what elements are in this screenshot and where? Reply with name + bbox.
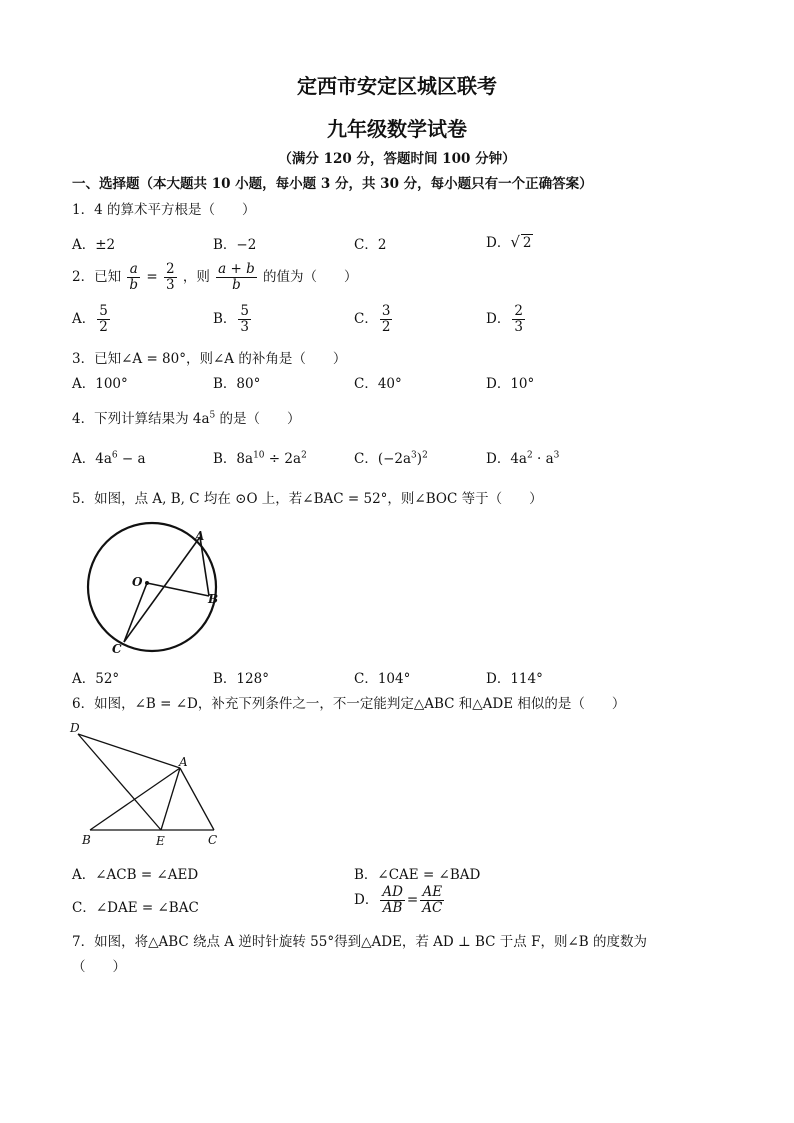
segment-ba (90, 768, 180, 830)
denominator: b (129, 276, 139, 293)
fraction-2-over-3 (164, 262, 177, 293)
question-2-option-a (72, 304, 112, 335)
question-5-option-c: C．104° (354, 671, 411, 687)
option-fraction (512, 304, 525, 335)
question-1-option-c: C．2 (354, 237, 387, 253)
exponent: 2 (526, 450, 533, 461)
exam-title: 定西市安定区城区联考 (297, 74, 497, 98)
fraction-a-plus-b-over-b (216, 262, 257, 293)
segment-ae (161, 768, 180, 830)
question-1-stem: 1．4 的算术平方根是（ ） (72, 202, 256, 218)
question-3-option-a: A．100° (72, 376, 128, 392)
option-label: B． (213, 310, 237, 327)
equals-sign: = (146, 268, 158, 285)
question-2-option-c (354, 304, 394, 335)
label-c: C (208, 833, 218, 847)
section-heading-choice: 一、选择题（本大题共 10 小题，每小题 3 分，共 30 分，每小题只有一个正确答案） (72, 176, 593, 192)
exam-score-time: （满分 120 分，答题时间 100 分钟） (278, 151, 516, 167)
triangle-figure (66, 717, 226, 853)
question-5-option-a: A．52° (72, 671, 120, 687)
numerator: 3 (381, 303, 391, 319)
center-point (145, 581, 149, 585)
question-1-option-d (486, 231, 533, 251)
term: · a (532, 451, 554, 467)
option-fraction (238, 304, 251, 335)
numerator: a (127, 262, 140, 278)
option-label: D． (486, 310, 511, 327)
segment-ac (180, 768, 214, 830)
numerator: a + b (218, 261, 255, 277)
denominator: 2 (99, 318, 108, 335)
question-7-stem: 7．如图，将△ABC 绕点 A 逆时针旋转 55°得到△ADE，若 AD ⊥ BC 于点 F，则∠B 的度数为 (72, 934, 647, 950)
exponent: 6 (111, 450, 118, 461)
numerator: 2 (514, 303, 523, 319)
term: C．(−2a (354, 451, 412, 467)
question-7-answer-bracket: （ ） (72, 959, 126, 975)
sqrt-sign-icon: √ (510, 233, 520, 251)
question-6-option-d (354, 885, 446, 916)
question-2-option-d (486, 304, 527, 335)
label-a: A (195, 529, 205, 543)
q2-prefix: 2．已知 (72, 268, 122, 285)
question-4-stem (72, 407, 301, 427)
exponent: 10 (253, 450, 265, 461)
numerator: 2 (165, 261, 175, 277)
question-6-option-c: C．∠DAE = ∠BAC (72, 900, 199, 916)
segment-oc (124, 583, 147, 642)
label-b: B (82, 833, 91, 847)
term: ÷ 2a (264, 451, 302, 467)
question-6-stem: 6．如图，∠B = ∠D，补充下列条件之一，不一定能判定△ABC 和△ADE 相似的是（ ） (72, 696, 626, 712)
fraction-ae-over-ac (420, 885, 444, 916)
term: − a (117, 451, 146, 467)
denominator: 2 (381, 318, 391, 335)
option-label: A． (72, 310, 96, 327)
q2-suffix: 的值为（ ） (263, 268, 358, 285)
label-b: B (208, 592, 219, 606)
denominator: 3 (240, 318, 250, 335)
circle-figure (72, 520, 232, 660)
fraction-ad-over-ab (380, 885, 405, 916)
question-2-stem (72, 262, 358, 293)
question-3-option-d: D．10° (486, 376, 535, 392)
question-3-stem: 3．已知∠A = 80°，则∠A 的补角是（ ） (72, 351, 347, 367)
question-5-stem: 5．如图，点 A, B, C 均在 ⊙O 上，若∠BAC = 52°，则∠BOC 等于（ ） (72, 491, 543, 507)
term: B．8a (213, 451, 254, 467)
label-e: E (156, 834, 165, 848)
segment-ac (124, 537, 200, 642)
option-d-label: D． (486, 235, 511, 251)
question-4-option-d (486, 447, 559, 467)
label-c: C (112, 642, 122, 656)
exponent: 5 (209, 410, 216, 421)
question-2-option-b (213, 304, 253, 335)
question-5-option-b: B．128° (213, 671, 269, 687)
fraction-a-over-b (127, 262, 140, 293)
question-1-option-b: B．−2 (213, 237, 257, 253)
numerator: 5 (99, 303, 108, 319)
exponent: 2 (422, 450, 428, 461)
denominator: 3 (514, 318, 523, 335)
equals-sign: = (406, 891, 419, 908)
q4-stem-post: 的是（ ） (215, 411, 301, 427)
option-fraction (380, 304, 393, 335)
question-6-option-a: A．∠ACB = ∠AED (72, 867, 199, 883)
question-1-option-a: A．±2 (72, 237, 116, 253)
term: ) (416, 451, 423, 467)
exponent: 3 (411, 450, 417, 461)
question-6-option-b: B．∠CAE = ∠BAD (354, 867, 481, 883)
option-label: D． (354, 891, 379, 908)
question-3-option-b: B．80° (213, 376, 261, 392)
exponent: 3 (553, 450, 560, 461)
q2-mid: ，则 (182, 268, 210, 285)
denominator: AC (422, 899, 443, 916)
label-o: O (132, 575, 143, 589)
question-4-option-c (354, 447, 428, 467)
segment-ob (147, 583, 209, 596)
term: D．4a (486, 451, 527, 467)
numerator: AE (420, 885, 444, 901)
option-fraction (97, 304, 110, 335)
segment-ab (200, 537, 209, 596)
question-3-option-c: C．40° (354, 376, 402, 392)
question-5-option-d: D．114° (486, 671, 543, 687)
option-label: C． (354, 310, 378, 327)
numerator: AD (382, 884, 403, 900)
label-d: D (70, 721, 80, 735)
denominator: AB (382, 899, 403, 916)
numerator: 5 (240, 303, 250, 319)
exam-subject-title: 九年级数学试卷 (327, 117, 467, 141)
term: A．4a (72, 451, 112, 467)
label-a: A (179, 755, 188, 769)
exponent: 2 (301, 450, 307, 461)
sqrt-radicand: 2 (522, 235, 532, 251)
denominator: b (232, 276, 241, 293)
q4-stem-pre: 4．下列计算结果为 4a (72, 411, 210, 427)
question-4-option-b (213, 447, 307, 467)
question-4-option-a (72, 447, 146, 467)
denominator: 3 (165, 276, 175, 293)
